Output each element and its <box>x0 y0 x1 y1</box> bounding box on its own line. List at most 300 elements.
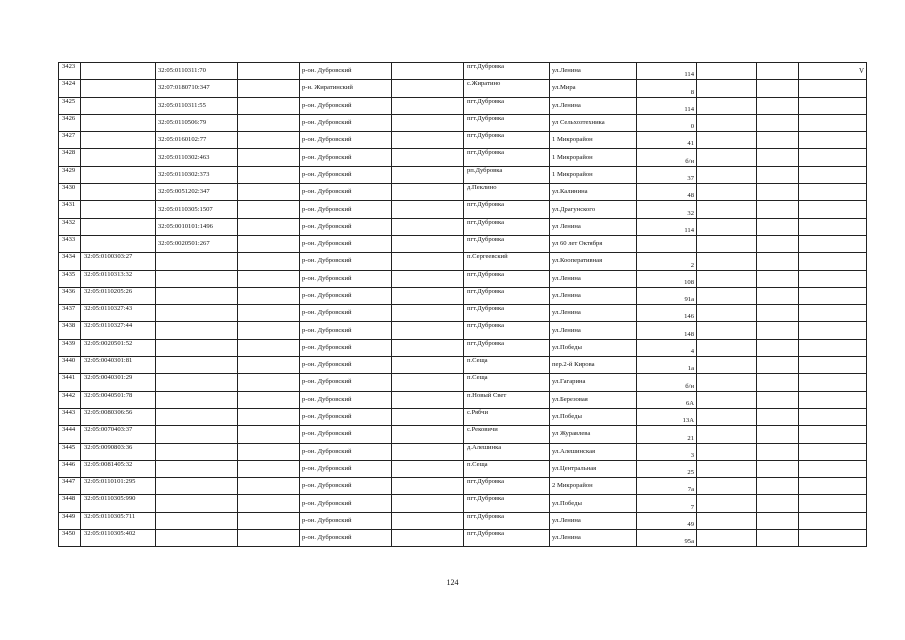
mark-cell <box>799 339 867 356</box>
empty-cell <box>697 63 757 80</box>
house-number-cell: 91а <box>637 287 697 304</box>
district-cell: р-он. Дубровский <box>300 97 392 114</box>
cadastral-number-cell: 32:05:0110205:26 <box>81 287 156 304</box>
settlement-cell: пгт.Дубровка <box>464 149 550 166</box>
empty-cell <box>392 114 464 131</box>
empty-cell <box>757 253 799 270</box>
empty-cell <box>238 443 300 460</box>
district-cell: р-он. Дубровский <box>300 322 392 339</box>
empty-cell <box>757 443 799 460</box>
settlement-cell: пгт.Дубровка <box>464 270 550 287</box>
house-number-cell: 13А <box>637 408 697 425</box>
cadastral-number-alt-cell: 32:05:0110311:70 <box>156 63 238 80</box>
empty-cell <box>238 97 300 114</box>
house-number-cell: 2 <box>637 253 697 270</box>
settlement-cell: пгт.Дубровка <box>464 322 550 339</box>
district-cell: р-он. Дубровский <box>300 426 392 443</box>
row-number-cell: 3429 <box>59 166 81 183</box>
empty-cell <box>238 530 300 547</box>
empty-cell <box>392 235 464 252</box>
cadastral-number-alt-cell <box>156 512 238 529</box>
empty-cell <box>238 305 300 322</box>
street-cell: ул.Березовая <box>550 391 637 408</box>
empty-cell <box>238 512 300 529</box>
cadastral-number-alt-cell <box>156 530 238 547</box>
empty-cell <box>392 357 464 374</box>
page-number: 124 <box>446 578 459 587</box>
cadastral-number-cell: 32:05:0110305:711 <box>81 512 156 529</box>
empty-cell <box>697 132 757 149</box>
empty-cell <box>238 357 300 374</box>
mark-cell <box>799 512 867 529</box>
mark-cell <box>799 426 867 443</box>
cadastral-number-alt-cell: 32:05:0110506:79 <box>156 114 238 131</box>
mark-cell <box>799 235 867 252</box>
cadastral-number-cell: 32:05:0040301:81 <box>81 357 156 374</box>
mark-cell <box>799 80 867 97</box>
cadastral-number-cell <box>81 97 156 114</box>
district-cell: р-он. Дубровский <box>300 339 392 356</box>
mark-cell <box>799 253 867 270</box>
house-number-cell: 6А <box>637 391 697 408</box>
empty-cell <box>757 114 799 131</box>
cadastral-number-alt-cell: 32:05:0020501:267 <box>156 235 238 252</box>
empty-cell <box>392 426 464 443</box>
mark-cell <box>799 149 867 166</box>
cadastral-number-cell: 32:05:0100303:27 <box>81 253 156 270</box>
cadastral-number-cell <box>81 63 156 80</box>
empty-cell <box>697 408 757 425</box>
empty-cell <box>757 322 799 339</box>
table-row <box>59 512 867 529</box>
table-row <box>59 235 867 252</box>
empty-cell <box>757 495 799 512</box>
cadastral-number-alt-cell <box>156 408 238 425</box>
district-cell: р-он. Дубровский <box>300 166 392 183</box>
cadastral-number-alt-cell <box>156 391 238 408</box>
settlement-cell: пгт.Дубровка <box>464 218 550 235</box>
empty-cell <box>238 63 300 80</box>
mark-cell <box>799 408 867 425</box>
empty-cell <box>392 530 464 547</box>
house-number-cell: 37 <box>637 166 697 183</box>
cadastral-number-alt-cell <box>156 322 238 339</box>
street-cell: ул.Кооперативная <box>550 253 637 270</box>
street-cell: ул Ленина <box>550 218 637 235</box>
empty-cell <box>697 287 757 304</box>
cadastral-number-alt-cell <box>156 443 238 460</box>
empty-cell <box>697 322 757 339</box>
empty-cell <box>757 235 799 252</box>
empty-cell <box>697 114 757 131</box>
house-number-cell: 21 <box>637 426 697 443</box>
empty-cell <box>757 408 799 425</box>
empty-cell <box>757 530 799 547</box>
empty-cell <box>697 530 757 547</box>
settlement-cell: п.Сергеевский <box>464 253 550 270</box>
settlement-cell: д.Алешинка <box>464 443 550 460</box>
mark-cell <box>799 322 867 339</box>
mark-cell <box>799 97 867 114</box>
row-number-cell: 3431 <box>59 201 81 218</box>
empty-cell <box>238 80 300 97</box>
empty-cell <box>392 443 464 460</box>
empty-cell <box>697 443 757 460</box>
settlement-cell: с.Жиратино <box>464 80 550 97</box>
empty-cell <box>757 149 799 166</box>
empty-cell <box>757 270 799 287</box>
empty-cell <box>697 235 757 252</box>
mark-cell <box>799 530 867 547</box>
house-number-cell: б/н <box>637 374 697 391</box>
cadastral-number-alt-cell <box>156 287 238 304</box>
district-cell: р-он. Дубровский <box>300 460 392 477</box>
empty-cell <box>697 270 757 287</box>
cadastral-number-cell <box>81 149 156 166</box>
settlement-cell: п.Сеща <box>464 357 550 374</box>
empty-cell <box>392 166 464 183</box>
empty-cell <box>238 408 300 425</box>
house-number-cell: 146 <box>637 305 697 322</box>
cadastral-number-alt-cell <box>156 426 238 443</box>
settlement-cell: пгт.Дубровка <box>464 97 550 114</box>
house-number-cell: 148 <box>637 322 697 339</box>
empty-cell <box>757 305 799 322</box>
house-number-cell: 32 <box>637 201 697 218</box>
empty-cell <box>392 63 464 80</box>
row-number-cell: 3446 <box>59 460 81 477</box>
house-number-cell <box>637 235 697 252</box>
cadastral-number-cell: 32:05:0110101:295 <box>81 478 156 495</box>
street-cell: ул.Ленина <box>550 270 637 287</box>
empty-cell <box>238 287 300 304</box>
empty-cell <box>392 322 464 339</box>
cadastral-number-cell: 32:05:0110305:990 <box>81 495 156 512</box>
district-cell: р-он. Дубровский <box>300 305 392 322</box>
empty-cell <box>697 201 757 218</box>
empty-cell <box>392 495 464 512</box>
district-cell: р-он. Дубровский <box>300 374 392 391</box>
table-row <box>59 426 867 443</box>
mark-cell <box>799 270 867 287</box>
settlement-cell: п.Новый Свет <box>464 391 550 408</box>
district-cell: р-он. Дубровский <box>300 478 392 495</box>
district-cell: р-он. Дубровский <box>300 287 392 304</box>
settlement-cell: пгт.Дубровка <box>464 339 550 356</box>
district-cell: р-он. Дубровский <box>300 218 392 235</box>
cadastral-number-cell: 32:05:0110327:44 <box>81 322 156 339</box>
cadastral-number-alt-cell <box>156 253 238 270</box>
house-number-cell: 95а <box>637 530 697 547</box>
row-number-cell: 3433 <box>59 235 81 252</box>
settlement-cell: рп.Дубровка <box>464 166 550 183</box>
table-row <box>59 460 867 477</box>
district-cell: р-он. Дубровский <box>300 63 392 80</box>
table-row <box>59 305 867 322</box>
empty-cell <box>238 374 300 391</box>
empty-cell <box>238 339 300 356</box>
row-number-cell: 3434 <box>59 253 81 270</box>
table-row <box>59 270 867 287</box>
row-number-cell: 3426 <box>59 114 81 131</box>
house-number-cell: 114 <box>637 97 697 114</box>
cadastral-number-cell <box>81 184 156 201</box>
empty-cell <box>697 184 757 201</box>
street-cell: ул.Ленина <box>550 287 637 304</box>
mark-cell <box>799 391 867 408</box>
mark-cell <box>799 460 867 477</box>
street-cell: ул.Ленина <box>550 97 637 114</box>
empty-cell <box>392 218 464 235</box>
cadastral-number-cell: 32:05:0040501:78 <box>81 391 156 408</box>
district-cell: р-он. Дубровский <box>300 184 392 201</box>
row-number-cell: 3449 <box>59 512 81 529</box>
table-row <box>59 97 867 114</box>
row-number-cell: 3444 <box>59 426 81 443</box>
house-number-cell: 1а <box>637 357 697 374</box>
house-number-cell: 7а <box>637 478 697 495</box>
district-cell: р-он. Дубровский <box>300 235 392 252</box>
cadastral-number-alt-cell <box>156 374 238 391</box>
empty-cell <box>757 97 799 114</box>
cadastral-number-alt-cell: 32:05:0110311:55 <box>156 97 238 114</box>
street-cell: ул.Центральная <box>550 460 637 477</box>
street-cell: ул.Алешинская <box>550 443 637 460</box>
district-cell: р-он. Дубровский <box>300 443 392 460</box>
empty-cell <box>757 132 799 149</box>
table-row <box>59 287 867 304</box>
district-cell: р-он. Дубровский <box>300 391 392 408</box>
empty-cell <box>392 339 464 356</box>
row-number-cell: 3441 <box>59 374 81 391</box>
row-number-cell: 3447 <box>59 478 81 495</box>
row-number-cell: 3436 <box>59 287 81 304</box>
empty-cell <box>757 426 799 443</box>
mark-cell: V <box>799 63 867 80</box>
settlement-cell: д.Пеклино <box>464 184 550 201</box>
house-number-cell: 0 <box>637 114 697 131</box>
cadastral-number-alt-cell: 32:07:0180710:347 <box>156 80 238 97</box>
cadastral-number-cell <box>81 132 156 149</box>
cadastral-number-alt-cell: 32:05:0110302:463 <box>156 149 238 166</box>
table-row <box>59 80 867 97</box>
row-number-cell: 3440 <box>59 357 81 374</box>
table-row <box>59 443 867 460</box>
empty-cell <box>757 460 799 477</box>
row-number-cell: 3428 <box>59 149 81 166</box>
mark-cell <box>799 374 867 391</box>
cadastral-number-cell: 32:05:0110305:402 <box>81 530 156 547</box>
street-cell: 1 Микрорайон <box>550 149 637 166</box>
street-cell: ул 60 лет Октября <box>550 235 637 252</box>
table-row <box>59 374 867 391</box>
settlement-cell: п.Сеща <box>464 460 550 477</box>
row-number-cell: 3439 <box>59 339 81 356</box>
cadastral-number-cell: 32:05:0070403:37 <box>81 426 156 443</box>
empty-cell <box>697 374 757 391</box>
empty-cell <box>697 218 757 235</box>
row-number-cell: 3445 <box>59 443 81 460</box>
table-row <box>59 530 867 547</box>
settlement-cell: пгт.Дубровка <box>464 201 550 218</box>
mark-cell <box>799 201 867 218</box>
street-cell: ул.Ленина <box>550 63 637 80</box>
empty-cell <box>238 270 300 287</box>
empty-cell <box>392 132 464 149</box>
registry-rows <box>59 63 867 547</box>
cadastral-number-alt-cell: 32:05:0110305:1507 <box>156 201 238 218</box>
cadastral-number-alt-cell <box>156 495 238 512</box>
empty-cell <box>757 391 799 408</box>
table-row <box>59 322 867 339</box>
empty-cell <box>757 184 799 201</box>
empty-cell <box>238 201 300 218</box>
empty-cell <box>392 201 464 218</box>
mark-cell <box>799 443 867 460</box>
row-number-cell: 3435 <box>59 270 81 287</box>
street-cell: 1 Микрорайон <box>550 132 637 149</box>
registry-table <box>58 62 867 547</box>
street-cell: 1 Микрорайон <box>550 166 637 183</box>
settlement-cell: с.Рековичи <box>464 426 550 443</box>
street-cell: ул.Мира <box>550 80 637 97</box>
street-cell: ул.Ленина <box>550 512 637 529</box>
empty-cell <box>392 512 464 529</box>
street-cell: пер.2-й Кирова <box>550 357 637 374</box>
house-number-cell: 4 <box>637 339 697 356</box>
house-number-cell: 8 <box>637 80 697 97</box>
settlement-cell: пгт.Дубровка <box>464 287 550 304</box>
empty-cell <box>697 357 757 374</box>
empty-cell <box>392 184 464 201</box>
row-number-cell: 3450 <box>59 530 81 547</box>
cadastral-number-alt-cell <box>156 478 238 495</box>
house-number-cell: 114 <box>637 63 697 80</box>
empty-cell <box>238 253 300 270</box>
empty-cell <box>757 287 799 304</box>
empty-cell <box>757 201 799 218</box>
row-number-cell: 3437 <box>59 305 81 322</box>
table-row <box>59 339 867 356</box>
mark-cell <box>799 184 867 201</box>
street-cell: ул.Победы <box>550 339 637 356</box>
settlement-cell: пгт.Дубровка <box>464 530 550 547</box>
empty-cell <box>697 339 757 356</box>
empty-cell <box>238 478 300 495</box>
mark-cell <box>799 478 867 495</box>
empty-cell <box>757 80 799 97</box>
street-cell: ул.Гагарина <box>550 374 637 391</box>
cadastral-number-alt-cell <box>156 460 238 477</box>
district-cell: р-он. Дубровский <box>300 253 392 270</box>
empty-cell <box>238 184 300 201</box>
row-number-cell: 3438 <box>59 322 81 339</box>
house-number-cell: 3 <box>637 443 697 460</box>
empty-cell <box>697 305 757 322</box>
empty-cell <box>392 478 464 495</box>
row-number-cell: 3423 <box>59 63 81 80</box>
street-cell: ул.Победы <box>550 408 637 425</box>
table-row <box>59 495 867 512</box>
row-number-cell: 3424 <box>59 80 81 97</box>
cadastral-number-alt-cell: 32:05:0051202:347 <box>156 184 238 201</box>
empty-cell <box>392 270 464 287</box>
house-number-cell: 25 <box>637 460 697 477</box>
street-cell: ул.Драгунского <box>550 201 637 218</box>
empty-cell <box>238 166 300 183</box>
district-cell: р-он. Дубровский <box>300 530 392 547</box>
empty-cell <box>392 97 464 114</box>
empty-cell <box>697 512 757 529</box>
empty-cell <box>238 235 300 252</box>
row-number-cell: 3425 <box>59 97 81 114</box>
cadastral-number-alt-cell <box>156 339 238 356</box>
cadastral-number-cell: 32:05:0090803:36 <box>81 443 156 460</box>
mark-cell <box>799 114 867 131</box>
empty-cell <box>238 460 300 477</box>
empty-cell <box>697 391 757 408</box>
empty-cell <box>238 391 300 408</box>
street-cell: ул Журавлева <box>550 426 637 443</box>
house-number-cell: 7 <box>637 495 697 512</box>
street-cell: 2 Микрорайон <box>550 478 637 495</box>
empty-cell <box>238 132 300 149</box>
empty-cell <box>392 374 464 391</box>
cadastral-number-cell: 32:05:0110313:32 <box>81 270 156 287</box>
street-cell: ул.Победы <box>550 495 637 512</box>
empty-cell <box>697 426 757 443</box>
district-cell: р-он. Дубровский <box>300 201 392 218</box>
cadastral-number-cell <box>81 201 156 218</box>
cadastral-number-cell: 32:05:0081405:32 <box>81 460 156 477</box>
empty-cell <box>697 80 757 97</box>
settlement-cell: с.Рябчи <box>464 408 550 425</box>
table-row <box>59 63 867 80</box>
row-number-cell: 3443 <box>59 408 81 425</box>
mark-cell <box>799 218 867 235</box>
empty-cell <box>392 460 464 477</box>
empty-cell <box>697 97 757 114</box>
cadastral-number-cell <box>81 114 156 131</box>
district-cell: р-он. Дубровский <box>300 132 392 149</box>
empty-cell <box>697 166 757 183</box>
empty-cell <box>697 149 757 166</box>
cadastral-number-alt-cell <box>156 270 238 287</box>
settlement-cell: пгт.Дубровка <box>464 495 550 512</box>
house-number-cell: 108 <box>637 270 697 287</box>
empty-cell <box>392 287 464 304</box>
mark-cell <box>799 357 867 374</box>
empty-cell <box>392 305 464 322</box>
table-row <box>59 478 867 495</box>
cadastral-number-cell <box>81 166 156 183</box>
empty-cell <box>757 478 799 495</box>
district-cell: р-н. Жиратинский <box>300 80 392 97</box>
district-cell: р-он. Дубровский <box>300 408 392 425</box>
empty-cell <box>238 149 300 166</box>
mark-cell <box>799 287 867 304</box>
cadastral-number-alt-cell <box>156 305 238 322</box>
empty-cell <box>238 495 300 512</box>
empty-cell <box>697 253 757 270</box>
street-cell: ул.Калинина <box>550 184 637 201</box>
row-number-cell: 3427 <box>59 132 81 149</box>
row-number-cell: 3432 <box>59 218 81 235</box>
row-number-cell: 3430 <box>59 184 81 201</box>
district-cell: р-он. Дубровский <box>300 357 392 374</box>
row-number-cell: 3448 <box>59 495 81 512</box>
settlement-cell: пгт.Дубровка <box>464 305 550 322</box>
